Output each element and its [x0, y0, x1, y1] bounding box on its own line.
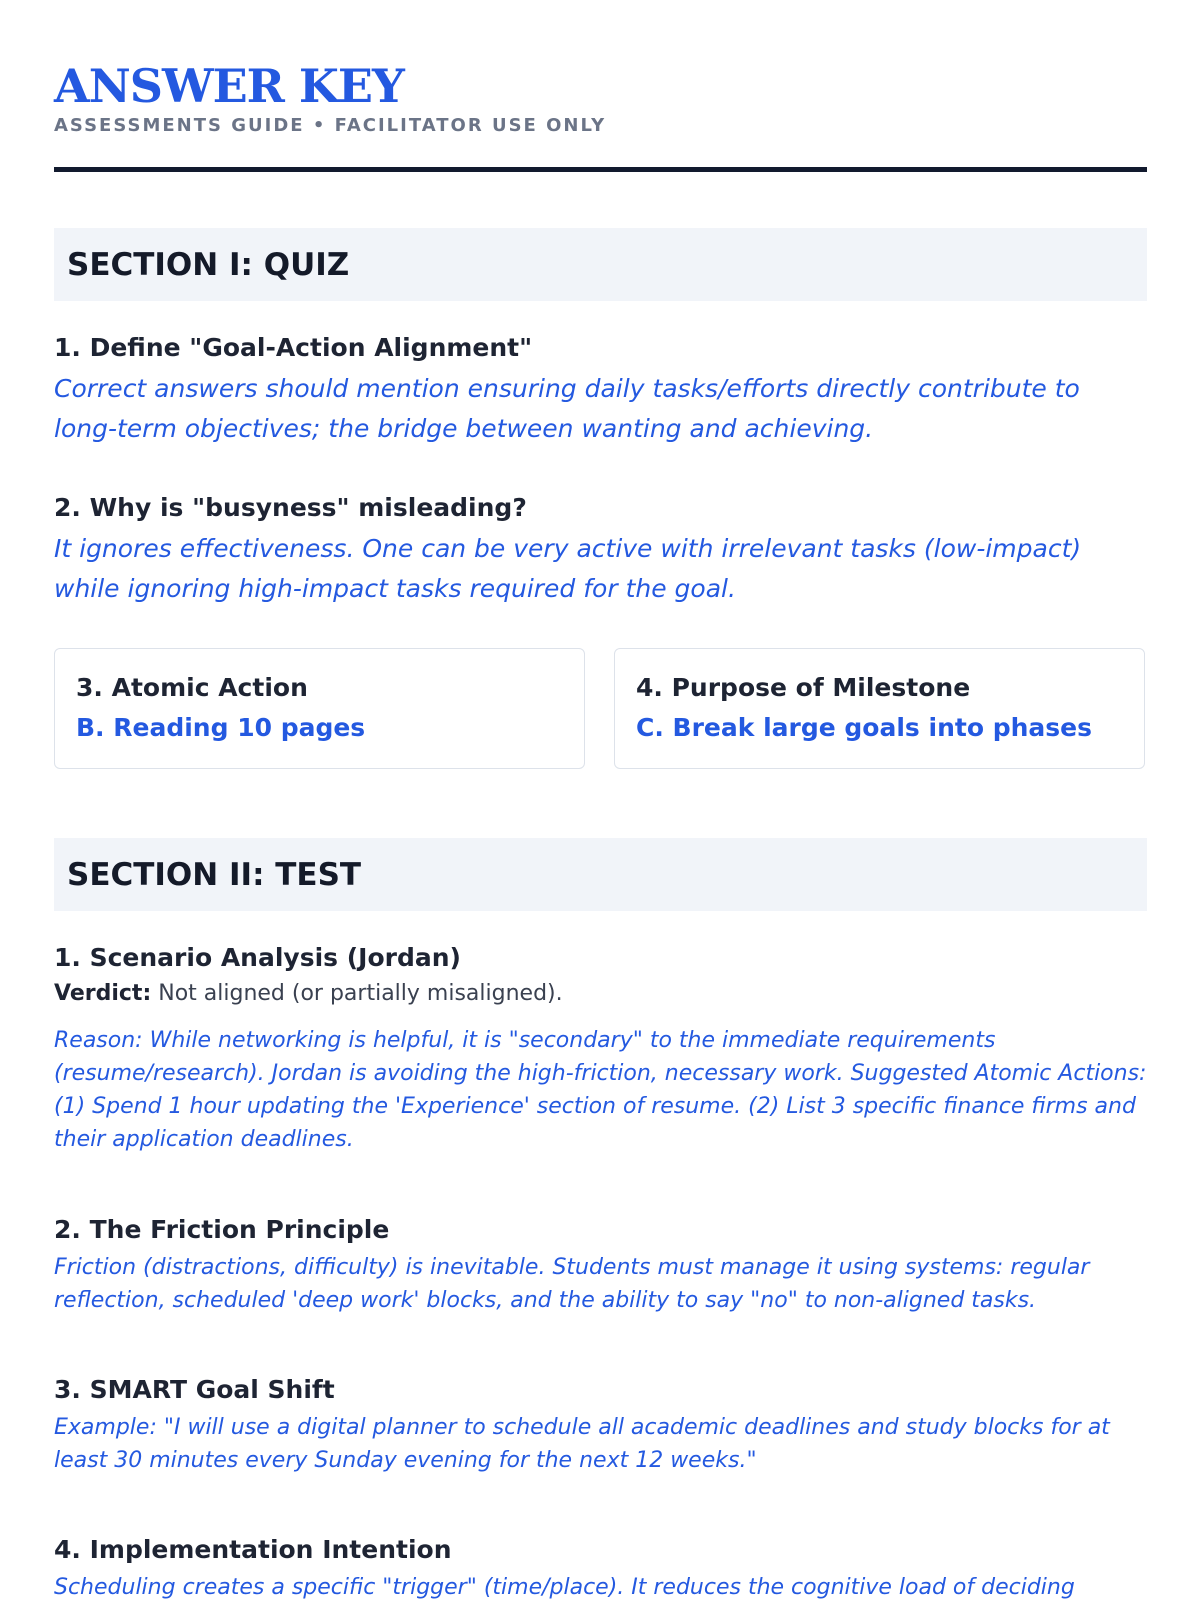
quiz-question-2-answer: It ignores effectiveness. One can be very active with irrelevant tasks (low-impact) while ignoring high-impact tasks required for the goal. — [54, 534, 1082, 603]
test-question-3-title: 3. SMART Goal Shift — [54, 1375, 335, 1404]
test-question-1-title: 1. Scenario Analysis (Jordan) — [54, 943, 461, 972]
verdict-label: Verdict: — [54, 981, 152, 1006]
section-quiz-header — [54, 228, 1147, 301]
quiz-question-1-answer: Correct answers should mention ensuring daily tasks/efforts directly contribute to long-term objectives; the bridge between wanting and achieving. — [54, 374, 1080, 443]
test-question-1-answer: Reason: While networking is helpful, it is "secondary" to the immediate requirements (resume/research). Jordan is avoiding the high-friction, necessary work. Suggested Atomic Actions: (1) Spend 1 hour updating the 'Experience' section of resume. (2) List 3 specific finance firms and their application deadlines. — [54, 1028, 1147, 1152]
test-question-1-verdict — [54, 980, 563, 1008]
quiz-question-3-title: 3. Atomic Action — [76, 673, 308, 702]
page-title: ANSWER KEY — [54, 59, 404, 113]
test-question-4-title: 4. Implementation Intention — [54, 1535, 452, 1564]
test-question-3-answer: Example: "I will use a digital planner to schedule all academic deadlines and study blocks for at least 30 minutes every Sunday evening for the next 12 weeks." — [54, 1415, 1110, 1473]
quiz-question-4-card — [614, 648, 1145, 769]
quiz-question-1-title: 1. Define "Goal-Action Alignment" — [54, 333, 533, 362]
section-test-heading: SECTION II: TEST — [67, 857, 362, 893]
header-divider — [54, 167, 1147, 172]
test-question-2-title: 2. The Friction Principle — [54, 1215, 390, 1244]
quiz-question-4-title: 4. Purpose of Milestone — [636, 673, 971, 702]
verdict-text: Not aligned (or partially misaligned). — [151, 981, 563, 1006]
section-quiz-heading: SECTION I: QUIZ — [67, 247, 350, 283]
quiz-question-3-card — [54, 648, 585, 769]
section-test-header — [54, 838, 1147, 911]
quiz-question-4-answer: C. Break large goals into phases — [636, 713, 1092, 742]
page-subtitle: ASSESSMENTS GUIDE • FACILITATOR USE ONLY — [54, 115, 607, 136]
quiz-question-3-answer: B. Reading 10 pages — [76, 713, 366, 742]
test-question-4-answer: Scheduling creates a specific "trigger" (time/place). It reduces the cognitive load of deciding — [54, 1575, 1075, 1600]
test-question-2-answer: Friction (distractions, difficulty) is inevitable. Students must manage it using systems: regular reflection, scheduled 'deep work' blocks, and the ability to say "no" to non-aligned tasks. — [54, 1255, 1090, 1313]
quiz-question-2-title: 2. Why is "busyness" misleading? — [54, 493, 527, 522]
